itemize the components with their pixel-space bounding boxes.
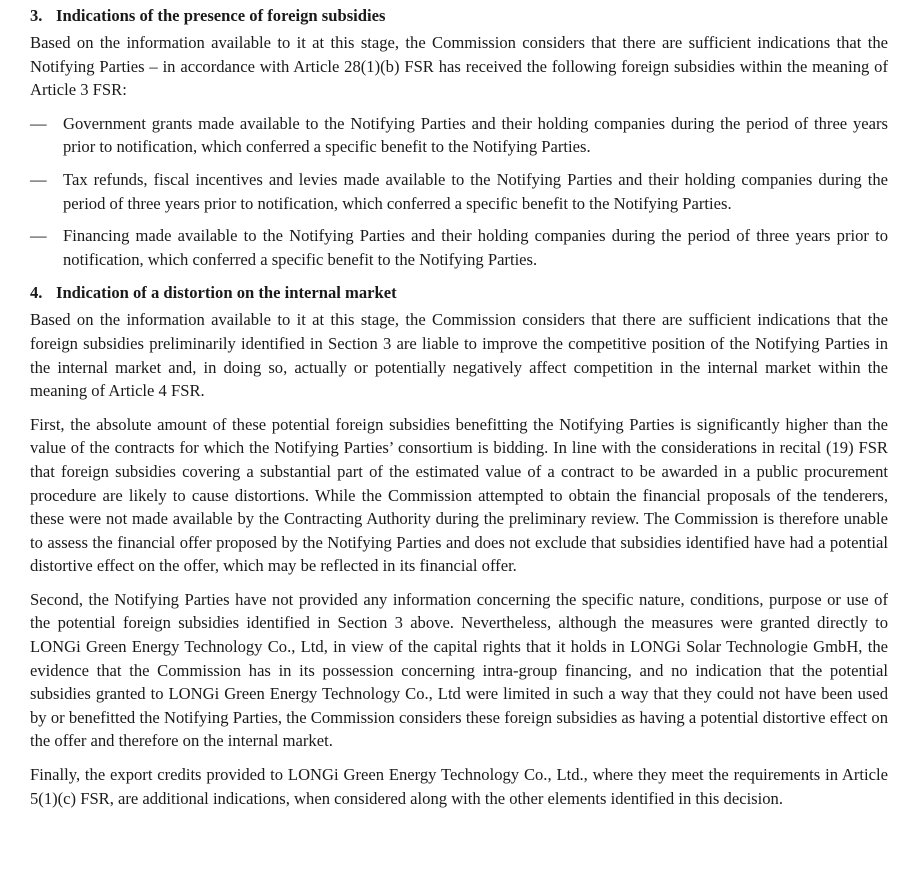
- list-item-text: Financing made available to the Notifying Parties and their holding companies during the period of three years prior to notification, which conferred a specific benefit to the Notifying Parties.: [63, 226, 888, 269]
- section-3-heading: [30, 4, 888, 27]
- dash-marker: —: [30, 226, 47, 246]
- subsidy-list: [30, 112, 888, 272]
- section-4-paragraph: Based on the information available to it at this stage, the Commission considers that there are sufficient indications that the foreign subsidies preliminarily identified in Section 3 are liable to improve the competitive position of the Notifying Parties in the internal market and, in doing so, actually or potentially negatively affect competition in the internal market within the meaning of Article 4 FSR.: [30, 310, 888, 401]
- section-4-paragraph: Second, the Notifying Parties have not provided any information concerning the specific nature, conditions, purpose or use of the potential foreign subsidies identified in Section 3 above. Nevertheless, although the measures were granted directly to LONGi Green Energy Technology Co., Ltd, in view of the capital rights that it holds in LONGi Solar Technologie GmbH, the evidence that the Commission has in its possession concerning intra-group financing, and no indication that the potential subsidies granted to LONGi Green Energy Technology Co., Ltd were limited in such a way that they could not have been used by or benefitted the Notifying Parties, the Commission considers these foreign subsidies as having a potential distortive effect on the offer and therefore on the internal market.: [30, 589, 888, 751]
- list-item-text: Government grants made available to the Notifying Parties and their holding companies during the period of three years prior to notification, which conferred a specific benefit to the Notifying Parties.: [63, 113, 888, 157]
- section-4-heading: [30, 281, 888, 304]
- section-3: [30, 4, 888, 271]
- list-item: [30, 112, 888, 159]
- list-item-text: Tax refunds, fiscal incentives and levies made available to the Notifying Parties and their holding companies during the period of three years prior to notification, which conferred a specific benefit to the Notifying Parties.: [63, 169, 888, 213]
- section-4-paragraph: Finally, the export credits provided to LONGi Green Energy Technology Co., Ltd., where they meet the requirements in Article 5(1)(c) FSR, are additional indications, when considered along with the other elements identified in this decision.: [30, 765, 888, 808]
- section-4: [30, 281, 888, 810]
- section-4-title: Indication of a distortion on the internal market: [56, 283, 397, 303]
- list-item: [30, 168, 888, 215]
- section-3-title: Indications of the presence of foreign subsidies: [56, 6, 386, 25]
- dash-marker: —: [30, 113, 47, 133]
- section-3-number: 3.: [30, 6, 43, 25]
- section-3-intro: Based on the information available to it at this stage, the Commission considers that there are sufficient indications that the Notifying Parties – in accordance with Article 28(1)(b) FSR has received the following foreign subsidies within the meaning of Article 3 FSR:: [30, 33, 888, 100]
- dash-marker: —: [30, 169, 47, 189]
- list-item: [30, 224, 888, 271]
- section-4-number: 4.: [30, 283, 43, 303]
- section-4-paragraph: First, the absolute amount of these potential foreign subsidies benefitting the Notifying Parties is significantly higher than the value of the contracts for which the Notifying Parties’ consortium is bidding. In line with the considerations in recital (19) FSR that foreign subsidies covering a substantial part of the estimated value of a contract to be awarded in a public procurement procedure are likely to cause distortions. While the Commission attempted to obtain the financial proposals of the tenderers, these were not made available by the Contracting Authority during the preliminary review. The Commission is therefore unable to assess the financial offer proposed by the Notifying Parties and does not exclude that subsidies identified have had a potential distortive effect on the offer, which may be reflected in its financial offer.: [30, 414, 888, 576]
